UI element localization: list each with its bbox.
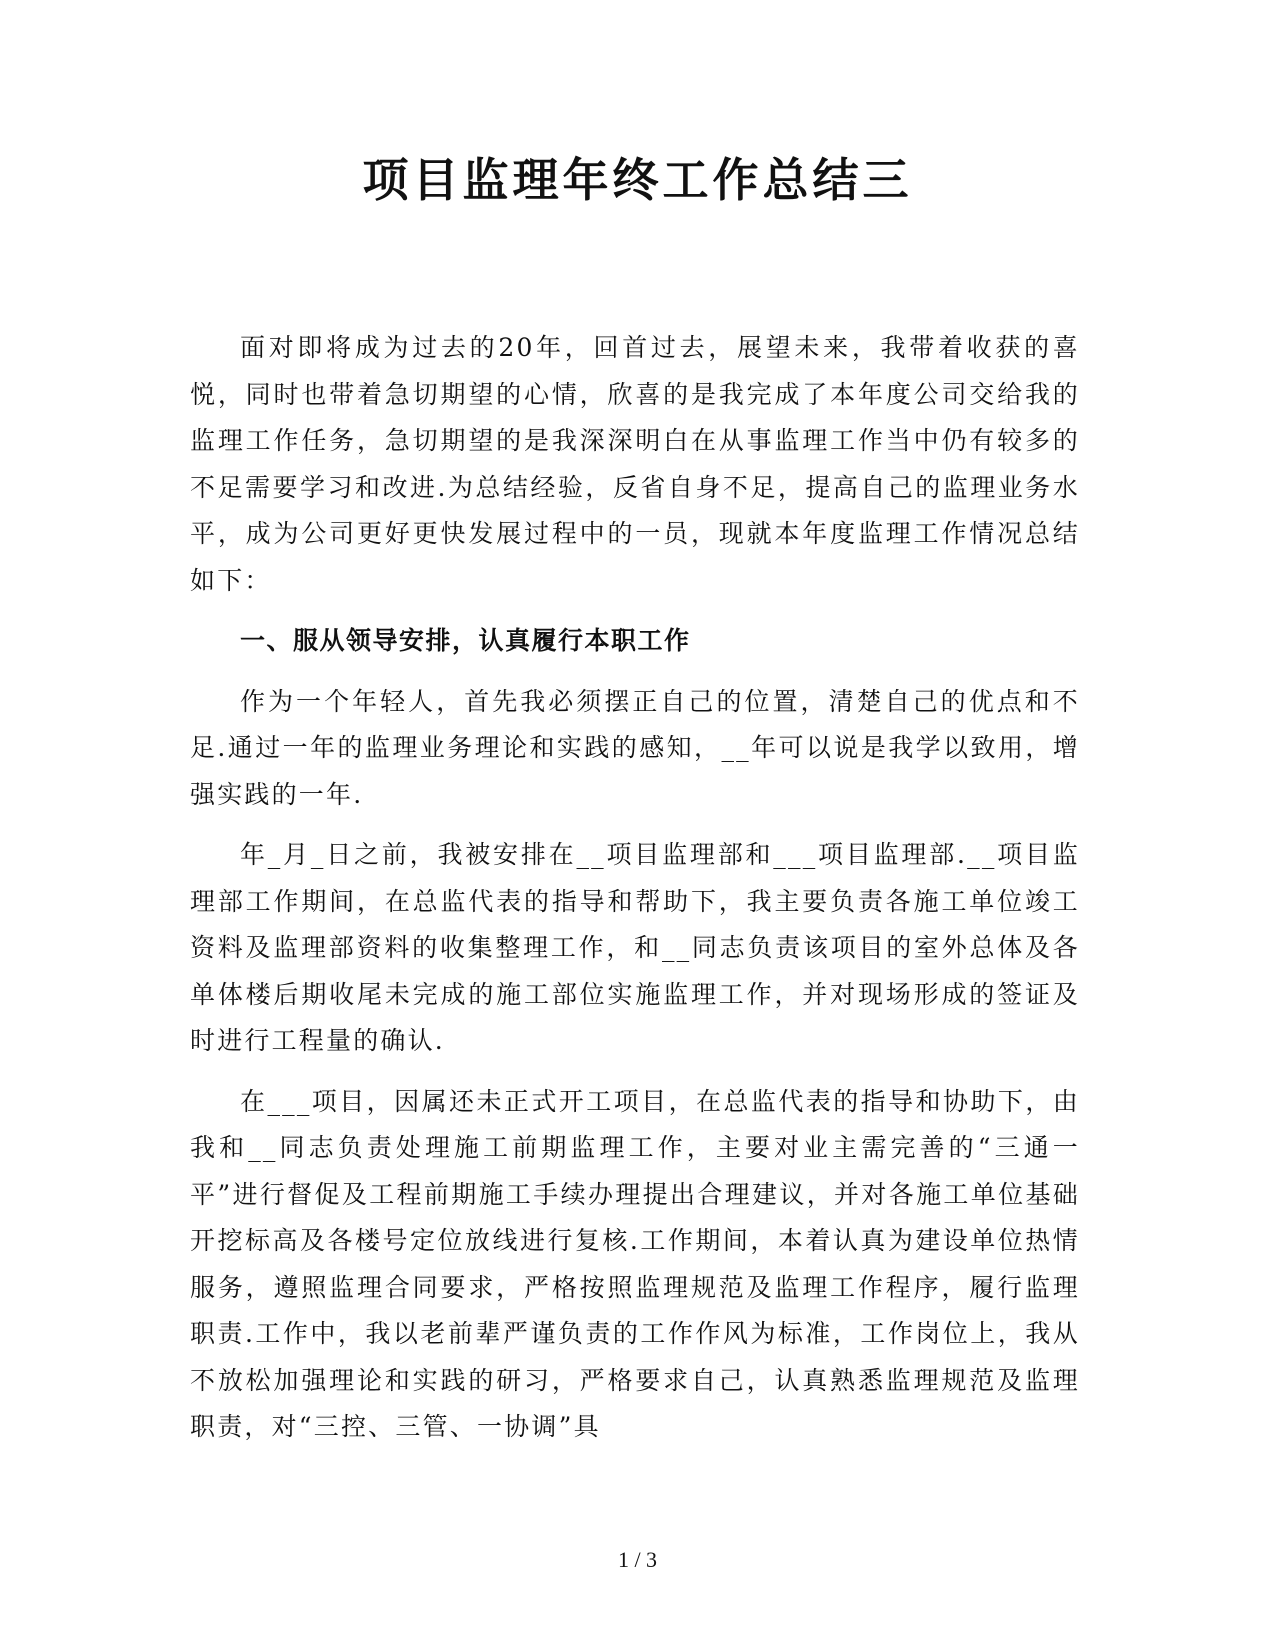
paragraph-assignment: 年_月_日之前，我被安排在__项目监理部和___项目监理部.__项目监理部工作期间，在总监代表的指导和帮助下，我主要负责各施工单位竣工资料及监理部资料的收集整理工作，和__同志负责该项目的室外总体及各单体楼后期收尾未完成的施工部位实施监理工作，并对现场形成的签证及时进行工程量的确认. xyxy=(190,840,1080,1055)
paragraph-project-work: 在___项目，因属还未正式开工项目，在总监代表的指导和协助下，由我和__同志负责处理施工前期监理工作，主要对业主需完善的“三通一平”进行督促及工程前期施工手续办理提出合理建议，并对各施工单位基础开挖标高及各楼号定位放线进行复核.工作期间，本着认真为建设单位热情服务，遵照监理合同要求，严格按照监理规范及监理工作程序，履行监理职责.工作中，我以老前辈严谨负责的工作作风为标准，工作岗位上，我从不放松加强理论和实践的研习，严格要求自己，认真熟悉监理规范及监理职责，对“三控、三管、一协调”具 xyxy=(190,1086,1080,1441)
document-body xyxy=(190,325,1080,1465)
document-title: 项目监理年终工作总结三 xyxy=(362,153,913,207)
paragraph-position: 作为一个年轻人，首先我必须摆正自己的位置，清楚自己的优点和不足.通过一年的监理业务理论和实践的感知，__年可以说是我学以致用，增强实践的一年. xyxy=(190,686,1080,809)
section-heading-1: 一、服从领导安排，认真履行本职工作 xyxy=(240,626,691,655)
page-number: 1 / 3 xyxy=(617,1547,658,1572)
paragraph-intro: 面对即将成为过去的20年，回首过去，展望未来，我带着收获的喜悦，同时也带着急切期望的心情，欣喜的是我完成了本年度公司交给我的监理工作任务，急切期望的是我深深明白在从事监理工作当中仍有较多的不足需要学习和改进.为总结经验，反省自身不足，提高自己的监理业务水平，成为公司更好更快发展过程中的一员，现就本年度监理工作情况总结如下： xyxy=(190,333,1080,595)
